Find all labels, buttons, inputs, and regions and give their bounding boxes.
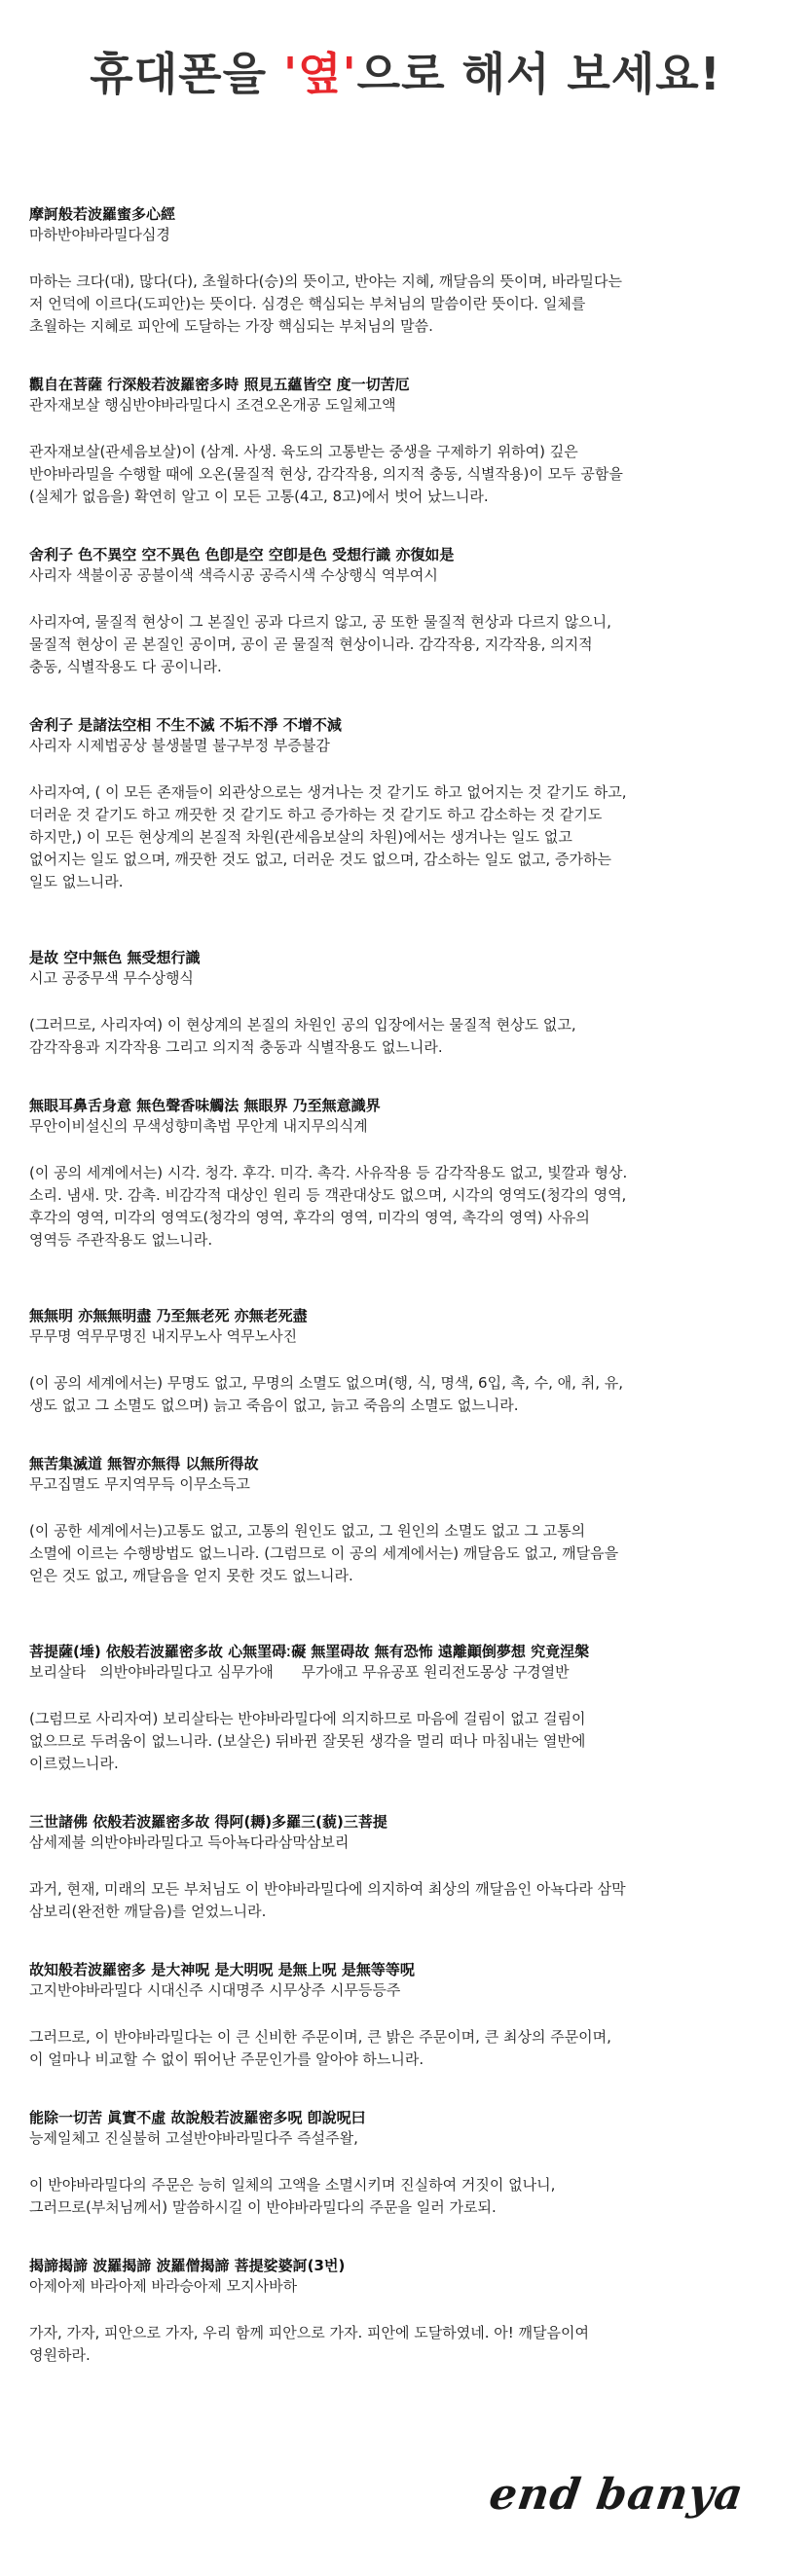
- korean-reading: 고지반야바라밀다 시대신주 시대명주 시무상주 시무등등주: [29, 1981, 401, 1999]
- sutra-section: [29, 375, 779, 508]
- translation-line: 과거, 현재, 미래의 모든 부처님도 이 반야바라밀다에 의지하여 최상의 깨달음인 아뇩다라 삼막: [29, 1880, 626, 1898]
- hanja-verse: 舍利子 色不異空 空不異色 色卽是空 空卽是色 受想行識 亦復如是: [29, 546, 455, 563]
- translation-line: 영원하라.: [29, 2346, 91, 2364]
- signature: end banya: [485, 2470, 747, 2520]
- translation-line: 관자재보살(관세음보살)이 (삼계. 사생. 육도의 고통받는 중생을 구제하기 위하여) 깊은: [29, 443, 578, 460]
- hanja-verse: 舍利子 是諸法空相 不生不滅 不垢不淨 不增不減: [29, 716, 342, 734]
- hanja-verse: 觀自在菩薩 行深般若波羅密多時 照見五蘊皆空 度一切苦厄: [29, 376, 410, 393]
- translation: [29, 2026, 779, 2071]
- korean-reading: 마하반야바라밀다심경: [29, 226, 170, 243]
- hanja-verse: 是故 空中無色 無受想行識: [29, 949, 201, 966]
- translation: [29, 1520, 779, 1587]
- hanja-verse: 菩提薩(埵) 依般若波羅密多故 心無罣碍ː礙 無罣碍故 無有恐怖 遠離顚倒夢想 究竟涅槃: [29, 1643, 590, 1660]
- sutra-section: [29, 1812, 779, 1923]
- translation-line: 소리. 냄새. 맛. 감촉. 비감각적 대상인 원리 등 객관대상도 없으며, 시각의 영역도(청각의 영역,: [29, 1186, 627, 1204]
- translation: [29, 1162, 779, 1252]
- korean-reading: 능제일체고 진실불허 고설반야바라밀다주 즉설주왈,: [29, 2129, 358, 2147]
- translation-line: 소멸에 이르는 수행방법도 없느니라. (그럼므로 이 공의 세계에서는) 깨달음도 없고, 깨달음을: [29, 1544, 619, 1562]
- translation-line: 이 얼마나 비교할 수 없이 뛰어난 주문인가를 알아야 하느니라.: [29, 2050, 424, 2068]
- sutra-section: [29, 948, 779, 1059]
- hanja-verse: 揭諦揭諦 波羅揭諦 波羅僧揭諦 菩提娑婆訶(3번): [29, 2257, 346, 2274]
- hanja-verse: 無苦集滅道 無智亦無得 以無所得故: [29, 1455, 259, 1472]
- translation: [29, 2322, 779, 2367]
- translation-line: 충동, 식별작용도 다 공이니라.: [29, 658, 222, 675]
- translation-line: (이 공한 세계에서는)고통도 없고, 고통의 원인도 없고, 그 원인의 소멸도 없고 그 고통의: [29, 1522, 586, 1540]
- translation-line: 생도 없고 그 소멸도 없으며) 늙고 죽음이 없고, 늙고 죽음의 소멸도 없느니라.: [29, 1397, 519, 1414]
- title-pre: 휴대폰을: [90, 48, 284, 100]
- translation: [29, 1708, 779, 1775]
- sutra-section: [29, 1642, 779, 1775]
- translation-line: 사리자여, ( 이 모든 존재들이 외관상으로는 생겨나는 것 같기도 하고 없어지는 것 같기도 하고,: [29, 783, 627, 801]
- translation-line: 초월하는 지혜로 피안에 도달하는 가장 핵심되는 부처님의 말씀.: [29, 317, 433, 335]
- translation: [29, 611, 779, 678]
- translation-line: 후각의 영역, 미각의 영역도(청각의 영역, 후각의 영역, 미각의 영역, 촉각의 영역) 사유의: [29, 1209, 590, 1226]
- translation: [29, 1878, 779, 1923]
- korean-reading: 무무명 역무무명진 내지무노사 역무노사진: [29, 1327, 298, 1345]
- hanja-verse: 無眼耳鼻舌身意 無色聲香味觸法 無眼界 乃至無意識界: [29, 1097, 381, 1114]
- translation-line: 가자, 가자, 피안으로 가자, 우리 함께 피안으로 가자. 피안에 도달하였네. 아! 깨달음이여: [29, 2324, 589, 2341]
- translation-line: 그러므로, 이 반야바라밀다는 이 큰 신비한 주문이며, 큰 밝은 주문이며, 큰 최상의 주문이며,: [29, 2028, 611, 2046]
- korean-reading: 관자재보살 행심반야바라밀다시 조견오온개공 도일체고액: [29, 396, 396, 414]
- translation: [29, 781, 779, 893]
- sutra-section: [29, 545, 779, 678]
- hanja-verse: 無無明 亦無無明盡 乃至無老死 亦無老死盡: [29, 1307, 308, 1324]
- sutra-section: [29, 715, 779, 893]
- translation-line: 마하는 크다(대), 많다(다), 초월하다(승)의 뜻이고, 반야는 지혜, 깨달음의 뜻이며, 바라밀다는: [29, 272, 623, 290]
- title-accent: '옆': [283, 48, 357, 100]
- translation: [29, 1372, 779, 1417]
- translation: [29, 441, 779, 508]
- sutra-section: [29, 2108, 779, 2219]
- translation-line: 더러운 것 같기도 하고 깨끗한 것 같기도 하고 증가하는 것 같기도 하고 감소하는 것 같기도: [29, 806, 603, 823]
- hanja-verse: 故知般若波羅密多 是大神呪 是大明呪 是無上呪 是無等等呪: [29, 1961, 415, 1978]
- korean-reading: 사리자 시제법공상 불생불멸 불구부정 부증불감: [29, 737, 330, 754]
- translation: [29, 1014, 779, 1059]
- hanja-verse: 三世諸佛 依般若波羅密多故 得阿(耨)多羅三(藐)三菩提: [29, 1813, 387, 1831]
- translation-line: (실체가 없음을) 확연히 알고 이 모든 고통(4고, 8고)에서 벗어 났느니라.: [29, 488, 489, 505]
- korean-reading: 무고집멸도 무지역무득 이무소득고: [29, 1475, 250, 1493]
- korean-reading: 아제아제 바라아제 바라승아제 모지사바하: [29, 2277, 298, 2295]
- page-title: [0, 39, 811, 103]
- sutra-body: [29, 204, 779, 2367]
- translation-line: 사리자여, 물질적 현상이 그 본질인 공과 다르지 않고, 공 또한 물질적 현상과 다르지 않으니,: [29, 613, 611, 631]
- translation-line: 없으므로 두려움이 없느니라. (보살은) 뒤바뀐 잘못된 생각을 멀리 떠나 마침내는 열반에: [29, 1732, 586, 1750]
- translation-line: (그러므로, 사리자여) 이 현상계의 본질의 차원인 공의 입장에서는 물질적 현상도 없고,: [29, 1016, 576, 1034]
- translation-line: 이 반야바라밀다의 주문은 능히 일체의 고액을 소멸시키며 진실하여 거짓이 없나니,: [29, 2176, 556, 2194]
- korean-reading: 사리자 색불이공 공불이색 색즉시공 공즉시색 수상행식 역부여시: [29, 566, 438, 584]
- translation: [29, 271, 779, 338]
- translation-line: 이르렀느니라.: [29, 1755, 119, 1772]
- sutra-section: [29, 1306, 779, 1417]
- translation: [29, 2174, 779, 2219]
- translation-line: 영역등 주관작용도 없느니라.: [29, 1231, 213, 1249]
- translation-line: 하지만,) 이 모든 현상계의 본질적 차원(관세음보살의 차원)에서는 생겨나는 일도 없고: [29, 828, 572, 846]
- translation-line: 반야바라밀을 수행할 때에 오온(물질적 현상, 감각작용, 의지적 충동, 식별작용)이 모두 공함을: [29, 465, 623, 483]
- sutra-section: [29, 1960, 779, 2071]
- translation-line: 얻은 것도 없고, 깨달음을 얻지 못한 것도 없느니라.: [29, 1567, 353, 1584]
- translation-line: 없어지는 일도 없으며, 깨끗한 것도 없고, 더러운 것도 없으며, 감소하는 일도 없고, 증가하는: [29, 851, 611, 868]
- translation-line: 물질적 현상이 곧 본질인 공이며, 공이 곧 물질적 현상이니라. 감각작용, 지각작용, 의지적: [29, 635, 593, 653]
- sutra-section: [29, 2256, 779, 2367]
- translation-line: 저 언덕에 이르다(도피안)는 뜻이다. 심경은 핵심되는 부처님의 말씀이란 뜻이다. 일체를: [29, 295, 586, 312]
- korean-reading: 삼세제불 의반야바라밀다고 득아뇩다라삼막삼보리: [29, 1833, 350, 1851]
- korean-reading: 시고 공중무색 무수상행식: [29, 969, 194, 987]
- translation-line: (이 공의 세계에서는) 무명도 없고, 무명의 소멸도 없으며(행, 식, 명색, 6입, 촉, 수, 애, 취, 유,: [29, 1374, 623, 1392]
- translation-line: 삼보리(완전한 깨달음)를 얻었느니라.: [29, 1903, 267, 1920]
- sutra-section: [29, 1454, 779, 1587]
- hanja-verse: 能除一切苦 眞實不虛 故說般若波羅密多呪 卽說呪曰: [29, 2109, 366, 2126]
- korean-reading: 보리살타 의반야바라밀다고 심무가애 무가애고 무유공포 원리전도몽상 구경열반: [29, 1663, 570, 1681]
- translation-line: 그러므로(부처님께서) 말씀하시길 이 반야바라밀다의 주문을 일러 가로되.: [29, 2198, 497, 2216]
- title-post: 으로 해서 보세요!: [356, 48, 721, 100]
- translation-line: (그럼므로 사리자여) 보리살타는 반야바라밀다에 의지하므로 마음에 걸림이 없고 걸림이: [29, 1710, 586, 1727]
- translation-line: 일도 없느니라.: [29, 873, 124, 890]
- translation-line: (이 공의 세계에서는) 시각. 청각. 후각. 미각. 촉각. 사유작용 등 감각작용도 없고, 빛깔과 형상.: [29, 1164, 628, 1181]
- sutra-section: [29, 1096, 779, 1252]
- sutra-section: [29, 204, 779, 338]
- korean-reading: 무안이비설신의 무색성향미촉법 무안계 내지무의식계: [29, 1117, 368, 1135]
- translation-line: 감각작용과 지각작용 그리고 의지적 충동과 식별작용도 없느니라.: [29, 1038, 443, 1056]
- hanja-verse: 摩訶般若波羅蜜多心經: [29, 205, 176, 223]
